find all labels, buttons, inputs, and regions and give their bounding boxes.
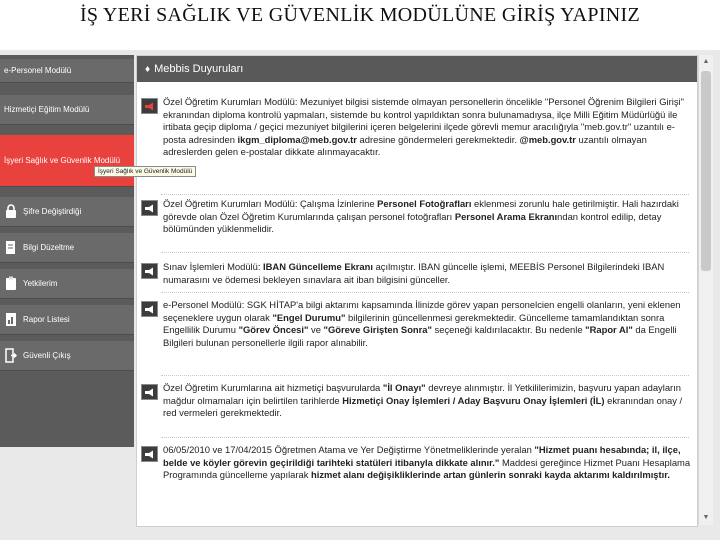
announcement-text: Özel Öğretim Kurumları Modülü: Mezuniyet bilgisi sistemde olmayan personellerin öncelikle "Personel Öğrenim Bilgileri Girişi" ekranından diploma kontrolü yapmaları, sistemde bu kontrol yapıldıktan sonra bulunamadıysa, ilçe Milli Eğitim Müdürlüğü ile irtibata geçip diploma / geçici mezuniyet bilgilerini içeren belgelerini ilçede görevli memur aracılığıyla "meb.gov.tr" uzantılı e-posta adresinden ikgm_diploma@meb.gov.tr adresine göndermeleri gerekmektedir. @meb.gov.tr uzantılı olmayan adreslerden gelen e-postalar dikkate alınmayacaktır. xyxy=(163,96,684,157)
megaphone-icon xyxy=(141,301,158,317)
announcement-text: 06/05/2010 ve 17/04/2015 Öğretmen Atama ve Yer Değiştirme Yönetmeliklerinde yeralan "Hizmet puanı hesabında; il, ilçe, belde ve köyler görevin geçirildiği tarihteki statüleri itibanyla dikkate alınır." Maddesi gereğince Hizmet Puanı Hesaplama Programında güncelleme yapılarak hizmet alanı değişikliklerinde artan günlerin sonraki kayda aktarımı kaldırılmıştır. xyxy=(163,444,691,480)
megaphone-icon xyxy=(141,263,158,279)
bell-icon: ♦ xyxy=(145,63,151,75)
scroll-down-arrow-icon[interactable]: ▼ xyxy=(702,514,710,521)
scroll-up-arrow-icon[interactable]: ▲ xyxy=(702,58,710,65)
sidebar-item-label: Şifre Değiştirdiği xyxy=(23,207,82,216)
divider xyxy=(161,194,689,195)
sidebar-item-label: Hizmetiçi Eğitim Modülü xyxy=(4,105,90,114)
megaphone-icon xyxy=(141,384,158,400)
megaphone-icon xyxy=(141,98,158,114)
announcement-text: Sınav İşlemleri Modülü: IBAN Güncelleme Ekranı açılmıştır. IBAN güncelle işlemi, MEEBİS Personel Bilgilerindeki IBAN numarasını ve ödemesi bekleyen sınavlara ait iban bilgisini günceller. xyxy=(163,261,665,285)
panel-title: Mebbis Duyuruları xyxy=(154,63,244,75)
megaphone-icon xyxy=(141,200,158,216)
announcement-text: Özel Öğretim Kurumlarına ait hizmetiçi başvurularda "İl Onayı" devreye alınmıştır. İl Yetkililerimizin, başvuru yapan adayların mağdur olmamaları için belirtilen tarihlerde Hizmetiçi Onay İşlemleri / Aday Başvuru Onay İşlemleri (İL) ekranından onay / red vermeleri gerekmektedir. xyxy=(163,382,683,418)
sidebar-item-label: Güvenli Çıkış xyxy=(23,351,71,360)
sidebar-item-rapor-listesi[interactable] xyxy=(0,305,134,335)
sidebar-item-hizmetici-egitim[interactable] xyxy=(0,95,134,125)
sidebar-item-label: e-Personel Modülü xyxy=(4,66,72,75)
divider xyxy=(161,375,689,376)
panel-header xyxy=(137,56,697,82)
mebbis-screen xyxy=(0,50,720,540)
announcements-panel xyxy=(136,55,698,527)
sidebar-item-label: Rapor Listesi xyxy=(23,315,70,324)
vertical-scrollbar[interactable] xyxy=(698,55,713,525)
sidebar-item-label: Bilgi Düzeltme xyxy=(23,243,75,252)
announcement-text: Özel Öğretim Kurumları Modülü: Çalışma İzinlerine Personel Fotoğrafları eklenmesi zorunlu hale getirilmiştir. Hali hazırdaki görevde olan Özel Öğretim Kurumlarında çalışan personel fotoğrafları Personel Arama Ekranından kontrol edilip, detay bölümünden yüklenmelidir. xyxy=(163,198,679,234)
divider xyxy=(161,252,689,253)
sidebar-item-label: Yetkilerim xyxy=(23,279,58,288)
sidebar-item-e-personel[interactable] xyxy=(0,59,134,83)
announcement-text: e-Personel Modülü: SGK HİTAP'a bilgi aktarımı kapsamında İlinizde görev yapan personelcien engelli olanların, yeni eklenen seçeneklere uygun olarak "Engel Durumu" bilgilerinin güncellenmesi gerekmektedir. Güncelleme tamamlandıktan sonra Engellilik Durumu "Görev Öncesi" ve "Göreve Girişten Sonra" seçeneği kaldırılacaktır. Bu nedenle "Rapor Al" da Engelli Bilgileri bulunan personellerle ilgili rapor alınabilir. xyxy=(163,299,681,348)
sidebar xyxy=(0,55,134,447)
scrollbar-thumb[interactable] xyxy=(701,71,711,271)
sidebar-item-label: İşyeri Sağlık ve Güvenlik Modülü xyxy=(4,156,121,165)
report-icon xyxy=(3,311,19,329)
clipboard-icon xyxy=(3,275,19,293)
sidebar-item-bilgi-duzeltme[interactable] xyxy=(0,233,134,263)
sidebar-item-sifre[interactable] xyxy=(0,197,134,227)
lock-icon xyxy=(3,203,19,221)
sidebar-item-isyeri-saglik[interactable] xyxy=(0,135,134,187)
sidebar-item-yetkilerim[interactable] xyxy=(0,269,134,299)
sidebar-tooltip: İşyeri Sağlık ve Güvenlik Modülü xyxy=(94,166,196,177)
megaphone-icon xyxy=(141,446,158,462)
sidebar-item-guvenli-cikis[interactable] xyxy=(0,341,134,371)
divider xyxy=(161,437,689,438)
slide-title: İŞ YERİ SAĞLIK VE GÜVENLİK MODÜLÜNE GİRİŞ YAPINIZ xyxy=(79,4,641,26)
divider xyxy=(161,292,689,293)
exit-icon xyxy=(3,347,19,365)
edit-document-icon xyxy=(3,239,19,257)
